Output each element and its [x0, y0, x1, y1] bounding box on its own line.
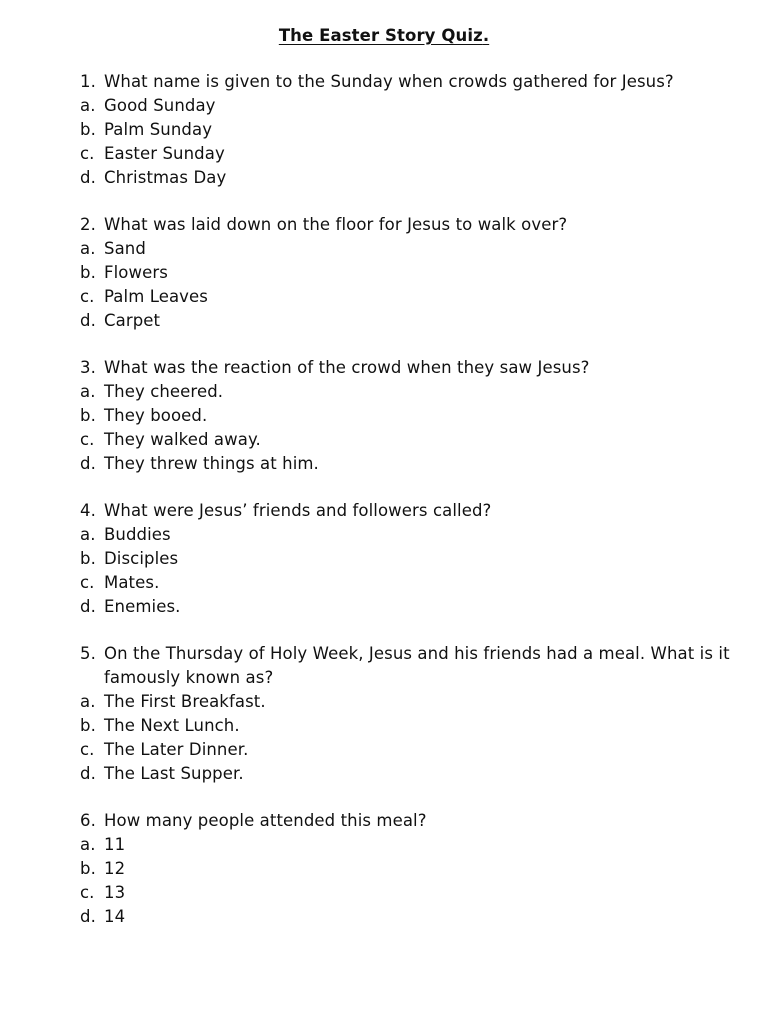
option-letter: a. [80, 96, 96, 115]
option-letter: d. [80, 311, 96, 330]
question-text: What were Jesus’ friends and followers called? [104, 501, 492, 520]
answer-option [80, 261, 740, 285]
option-letter: b. [80, 406, 96, 425]
option-letter: c. [80, 430, 95, 449]
quiz-questions [80, 70, 740, 952]
answer-option [80, 237, 740, 261]
answer-option [80, 595, 740, 619]
option-text: Palm Sunday [104, 120, 213, 139]
answer-option [80, 690, 740, 714]
question-text: What was laid down on the floor for Jesus to walk over? [104, 215, 568, 234]
answer-option [80, 857, 740, 881]
option-text: They cheered. [104, 382, 224, 401]
answer-option [80, 833, 740, 857]
answer-option [80, 404, 740, 428]
option-letter: b. [80, 263, 96, 282]
question-2 [80, 213, 740, 333]
option-text: Good Sunday [104, 96, 216, 115]
option-text: Easter Sunday [104, 144, 225, 163]
question-text: How many people attended this meal? [104, 811, 427, 830]
answer-option [80, 523, 740, 547]
answer-option [80, 142, 740, 166]
option-letter: d. [80, 907, 96, 926]
page-title [0, 24, 768, 48]
question-text-row [80, 642, 740, 690]
title-text: The Easter Story Quiz [278, 26, 483, 45]
question-text-row [80, 213, 740, 237]
answer-option [80, 118, 740, 142]
question-number: 1. [80, 72, 96, 91]
option-text: Buddies [104, 525, 171, 544]
answer-option [80, 285, 740, 309]
option-letter: a. [80, 239, 96, 258]
option-letter: d. [80, 168, 96, 187]
question-3 [80, 356, 740, 476]
option-letter: c. [80, 573, 95, 592]
option-text: Mates. [104, 573, 160, 592]
option-text: Disciples [104, 549, 179, 568]
option-letter: c. [80, 287, 95, 306]
option-text: Flowers [104, 263, 168, 282]
option-letter: d. [80, 764, 96, 783]
option-letter: c. [80, 740, 95, 759]
answer-option [80, 762, 740, 786]
answer-option [80, 571, 740, 595]
option-text: 12 [104, 859, 126, 878]
option-text: 14 [104, 907, 126, 926]
option-text: They booed. [104, 406, 208, 425]
title-suffix: . [482, 26, 490, 45]
answer-option [80, 714, 740, 738]
question-text-row [80, 499, 740, 523]
option-letter: b. [80, 859, 96, 878]
option-letter: a. [80, 835, 96, 854]
option-letter: c. [80, 144, 95, 163]
option-text: Enemies. [104, 597, 181, 616]
option-letter: a. [80, 382, 96, 401]
answer-option [80, 905, 740, 929]
answer-option [80, 428, 740, 452]
option-letter: b. [80, 549, 96, 568]
answer-option [80, 166, 740, 190]
question-number: 6. [80, 811, 96, 830]
option-text: 13 [104, 883, 126, 902]
option-letter: c. [80, 883, 95, 902]
answer-option [80, 452, 740, 476]
option-text: Christmas Day [104, 168, 227, 187]
option-text: Sand [104, 239, 146, 258]
question-number: 3. [80, 358, 96, 377]
option-letter: a. [80, 525, 96, 544]
question-number: 2. [80, 215, 96, 234]
question-4 [80, 499, 740, 619]
question-number: 5. [80, 644, 96, 663]
answer-option [80, 309, 740, 333]
answer-option [80, 380, 740, 404]
option-text: The Last Supper. [104, 764, 244, 783]
option-letter: b. [80, 120, 96, 139]
question-1 [80, 70, 740, 190]
option-text: They threw things at him. [104, 454, 319, 473]
option-text: 11 [104, 835, 126, 854]
question-text: What name is given to the Sunday when crowds gathered for Jesus? [104, 72, 674, 91]
option-text: Carpet [104, 311, 161, 330]
option-letter: a. [80, 692, 96, 711]
answer-option [80, 881, 740, 905]
question-text: On the Thursday of Holy Week, Jesus and his friends had a meal. What is it famously known as? [104, 644, 730, 687]
option-letter: b. [80, 716, 96, 735]
question-5 [80, 642, 740, 786]
question-text: What was the reaction of the crowd when they saw Jesus? [104, 358, 590, 377]
question-6 [80, 809, 740, 929]
option-letter: d. [80, 597, 96, 616]
option-text: The Next Lunch. [104, 716, 240, 735]
answer-option [80, 738, 740, 762]
answer-option [80, 547, 740, 571]
option-text: They walked away. [104, 430, 261, 449]
option-text: The Later Dinner. [104, 740, 249, 759]
option-text: Palm Leaves [104, 287, 208, 306]
option-text: The First Breakfast. [104, 692, 266, 711]
question-text-row [80, 70, 740, 94]
question-number: 4. [80, 501, 96, 520]
question-text-row [80, 809, 740, 833]
option-letter: d. [80, 454, 96, 473]
question-text-row [80, 356, 740, 380]
answer-option [80, 94, 740, 118]
